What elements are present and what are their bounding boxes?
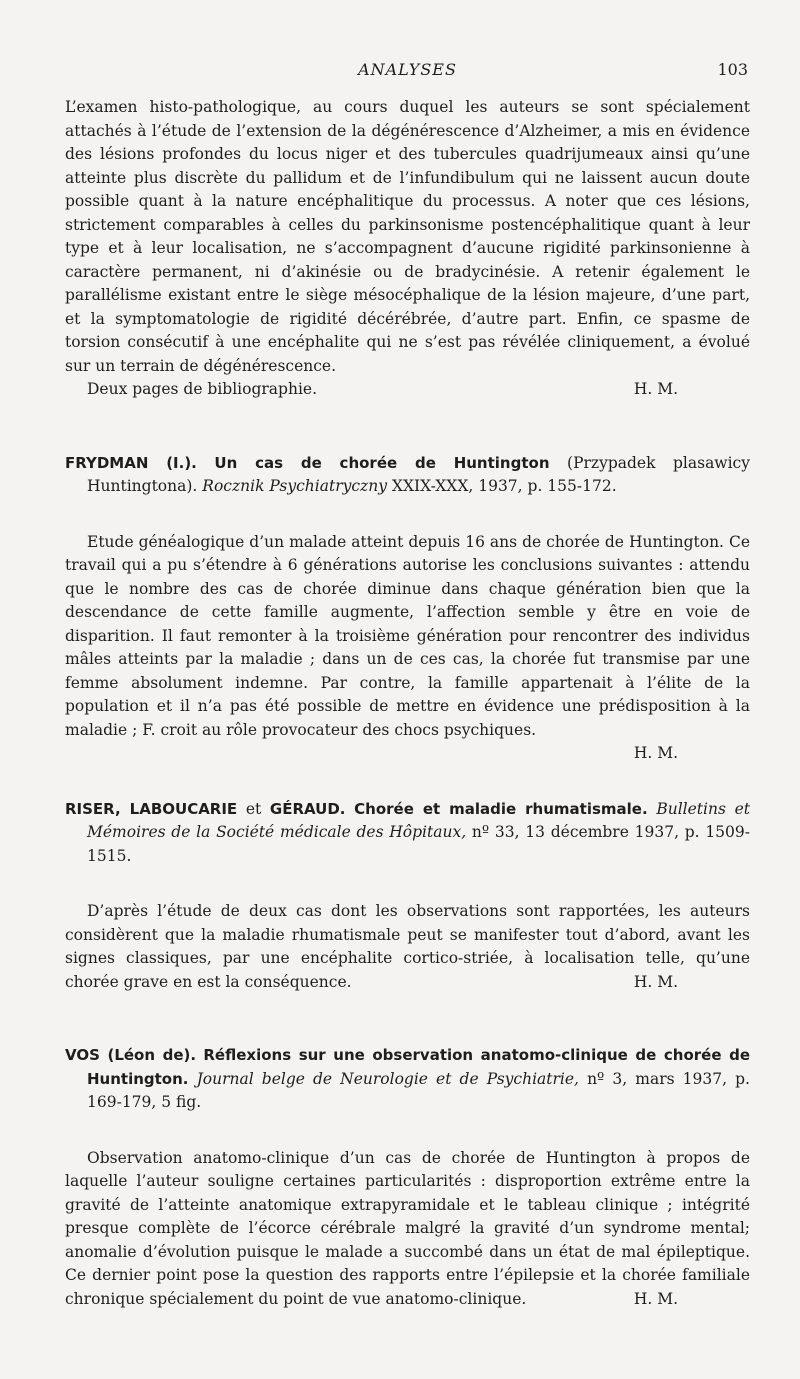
journal-name: Journal belge de Neurologie et de Psychiatrie,: [196, 1069, 579, 1088]
review-text: Observation anatomo-clinique d’un cas de chorée de Huntington à propos de laquelle l’auteur souligne certaines particularités : disproportion extrême entre la gravité de l’atteinte anatomique extrapyramidale et le tableau clinique ; intégrité presque complète de l’écorce cérébrale malgré la gravité d’un syndrome mental; anomalie d’évolution puisque le malade a succombé dans un état de mal épileptique. Ce dernier point pose la question des rapports entre l’épilepsie et la chorée familiale chronique spécialement du point de vue anatomo-clinique.: [65, 1148, 750, 1308]
review-paragraph: [65, 900, 750, 994]
citation: [65, 1044, 750, 1115]
review-entry: [65, 1044, 750, 1311]
signature: H. M.: [633, 972, 678, 991]
citation: [65, 452, 750, 499]
review-paragraph: Etude généalogique d’un malade atteint depuis 16 ans de chorée de Huntington. Ce travail qui a pu s’étendre à 6 générations autorise les conclusions suivantes : attendu que le nombre des cas de chorée diminue dans chaque génération bien que la descendance de cette famille augmente, l’affection semble y être en voie de disparition. Il faut remonter à la troisième génération pour rencontrer des individus mâles atteints par la maladie ; dans un de ces cas, la chorée fut transmise par une femme absolument indemne. Par contre, la famille appartenait à l’élite de la population et il n’a pas été possible de mettre en évidence une prédisposition à la maladie ; F. croit au rôle provocateur des chocs psychiques.: [65, 532, 750, 739]
authors: RISER, LABOUCARIE: [65, 799, 238, 818]
signature: H. M.: [633, 1289, 678, 1308]
review-text: D’après l’étude de deux cas dont les observations sont rapportées, les auteurs considèrent que la maladie rhumatismale peut se manifester tout d’abord, avant les signes classiques, par une encéphalite cortico-striée, à localisation telle, qu’une chorée grave en est la conséquence.: [65, 902, 750, 991]
citation-details: XXIX-XXX, 1937, p. 155-172.: [391, 477, 617, 495]
authors: VOS (Léon de).: [65, 1046, 197, 1064]
article-title: Chorée et maladie rhumatismale.: [354, 799, 648, 818]
signature: H. M.: [633, 744, 678, 762]
authors-join: et: [245, 799, 262, 818]
authors: GÉRAUD.: [269, 799, 346, 818]
bibliography-note: Deux pages de bibliographie.: [87, 380, 317, 398]
running-head: ANALYSES: [358, 60, 457, 79]
journal-name: Bulletins et Mémoires de la Société médicale des Hôpitaux,: [87, 799, 750, 841]
citation: [65, 798, 750, 869]
page-header: [65, 60, 750, 86]
citation-details: nº 33, 13 décembre 1937, p. 1509-1515.: [87, 823, 751, 865]
intro-biblio-line: [65, 378, 750, 402]
intro-paragraph: L’examen histo-pathologique, au cours duquel les auteurs se sont spécialement attachés à l’étude de l’extension de la dégénérescence d’Alzheimer, a mis en évidence des lésions profondes du locus niger et des tubercules quadrijumeaux ainsi qu’une atteinte plus discrète du pallidum et de l’infundibulum qui ne laissent aucun doute possible quant à la nature encéphalitique du processus. A noter que ces lésions, strictement comparables à celles du parkinsonisme postencéphalitique quant à leur type et à leur localisation, ne s’accompagnent d’aucune rigidité parkinsonienne à caractère permanent, ni d’akinésie ou de bradycinésie. A retenir également le parallélisme existant entre le siège mésocéphalique de la lésion majeure, d’une part, et la symptomatologie de rigidité décérébrée, d’autre part. Enfin, ce spasme de torsion consécutif à une encéphalite qui ne s’est pas révélée cliniquement, a évolué sur un terrain de dégénérescence.: [65, 98, 750, 375]
page-body: [65, 96, 750, 1311]
review-entry: [65, 798, 750, 995]
journal-name: Rocznik Psychiatryczny: [202, 477, 387, 495]
citation-details: nº 3, mars 1937, p. 169-179, 5 fig.: [87, 1069, 750, 1111]
authors: FRYDMAN (I.).: [65, 453, 197, 472]
article-title: Réflexions sur une observation anatomo-clinique de chorée de Huntington.: [87, 1046, 750, 1088]
review-paragraph: [65, 1147, 750, 1312]
article-title: Un cas de chorée de Huntington: [214, 453, 550, 472]
page-number: 103: [717, 60, 748, 79]
signature: H. M.: [633, 380, 678, 398]
review-entry: [65, 452, 750, 766]
citation-note: (Przypadek plasawicy Huntingtona).: [87, 453, 750, 495]
